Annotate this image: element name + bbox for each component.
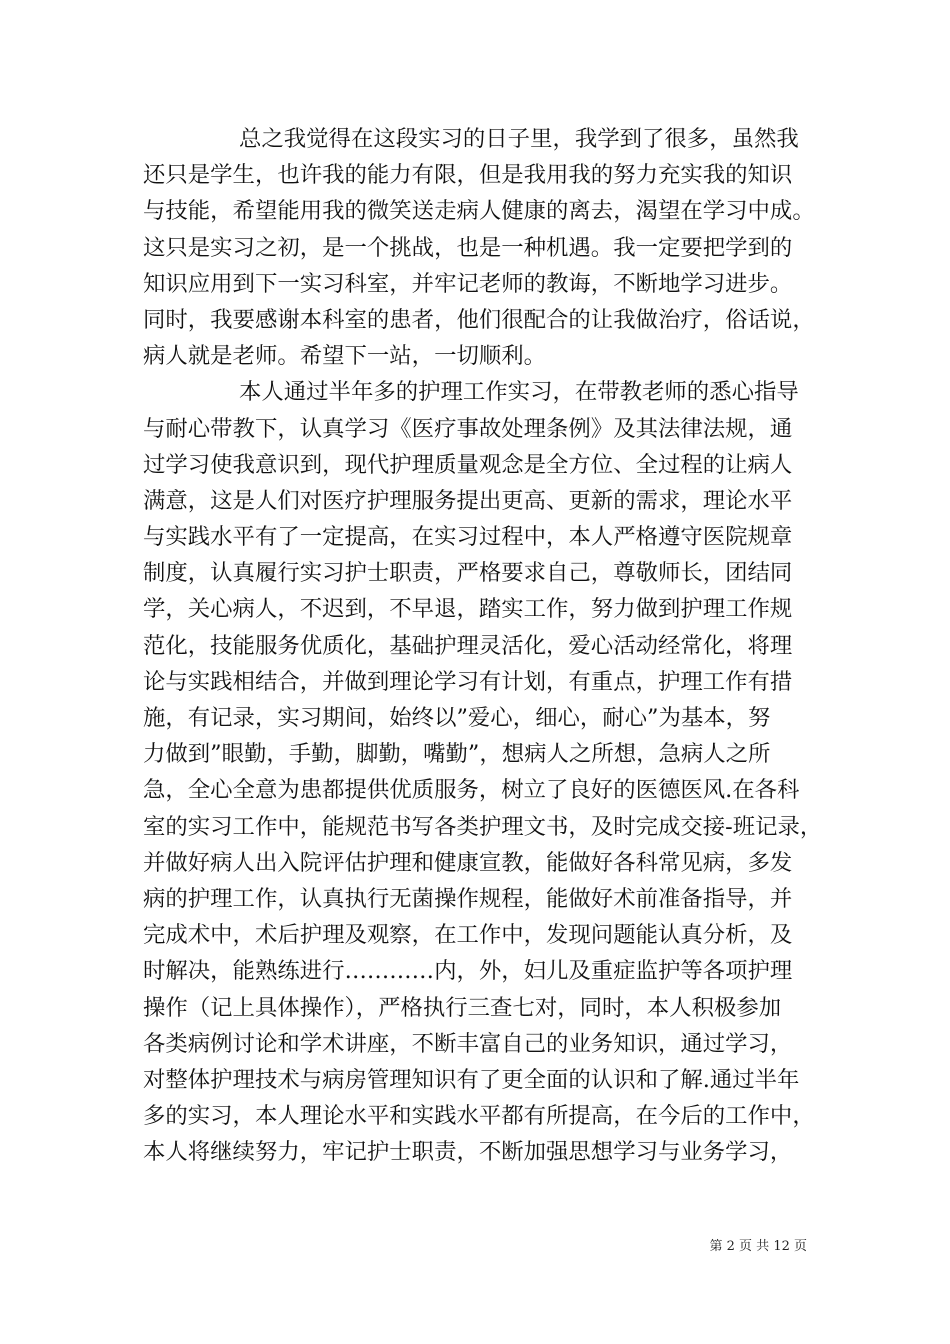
paragraph-line: 病的护理工作，认真执行无菌操作规程，能做好术前准备指导，并 — [143, 885, 793, 912]
paragraph-line: 完成术中，术后护理及观察，在工作中，发现问题能认真分析，及 — [143, 922, 793, 949]
paragraph-line: 施，有记录，实习期间，始终以”爱心，细心，耐心”为基本，努 — [143, 705, 771, 731]
paragraph-line: 同时，我要感谢本科室的患者，他们很配合的让我做治疗，俗话说， — [143, 306, 815, 333]
paragraph-line: 时解决，能熟练进行…………内，外，妇儿及重症监护等各项护理 — [143, 958, 793, 985]
paragraph-line: 与耐心带教下，认真学习《医疗事故处理条例》及其法律法规，通 — [143, 415, 793, 442]
paragraph-line: 室的实习工作中，能规范书写各类护理文书，及时完成交接-班记录， — [143, 813, 823, 840]
paragraph-line: 满意，这是人们对医疗护理服务提出更高、更新的需求，理论水平 — [143, 487, 793, 514]
paragraph-line: 并做好病人出入院评估护理和健康宣教，能做好各科常见病，多发 — [143, 849, 793, 876]
paragraph-line: 与技能，希望能用我的微笑送走病人健康的离去，渴望在学习中成。 — [143, 198, 815, 225]
paragraph-line: 各类病例讨论和学术讲座，不断丰富自己的业务知识，通过学习， — [143, 1030, 793, 1057]
paragraph-line: 学，关心病人，不迟到，不早退，踏实工作，努力做到护理工作规 — [143, 596, 793, 623]
paragraph-line: 论与实践相结合，并做到理论学习有计划，有重点，护理工作有措 — [143, 668, 793, 695]
document-body — [143, 121, 823, 1170]
paragraph-line: 对整体护理技术与病房管理知识有了更全面的认识和了解.通过半年 — [143, 1066, 800, 1093]
paragraph-line: 知识应用到下一实习科室，并牢记老师的教诲，不断地学习进步。 — [143, 270, 793, 297]
paragraph-2 — [143, 374, 823, 1170]
page-number-footer: 第 2 页 共 12 页 — [709, 1239, 807, 1254]
paragraph-line: 多的实习，本人理论水平和实践水平都有所提高，在今后的工作中， — [143, 1103, 815, 1130]
paragraph-line: 操作（记上具体操作），严格执行三查七对，同时，本人积极参加 — [143, 994, 782, 1021]
paragraph-line: 急，全心全意为患都提供优质服务，树立了良好的医德医风.在各科 — [143, 777, 800, 804]
paragraph-line: 本人通过半年多的护理工作实习，在带教老师的悉心指导 — [239, 379, 799, 406]
paragraph-line: 范化，技能服务优质化，基础护理灵活化，爱心活动经常化，将理 — [143, 632, 793, 659]
paragraph-line: 还只是学生，也许我的能力有限，但是我用我的努力充实我的知识 — [143, 162, 793, 189]
paragraph-line: 本人将继续努力，牢记护士职责，不断加强思想学习与业务学习， — [143, 1139, 793, 1166]
paragraph-line: 制度，认真履行实习护士职责，严格要求自己，尊敬师长，团结同 — [143, 560, 793, 587]
paragraph-line: 力做到”眼勤，手勤，脚勤，嘴勤”，想病人之所想，急病人之所 — [143, 741, 771, 768]
paragraph-line: 与实践水平有了一定提高，在实习过程中，本人严格遵守医院规章 — [143, 524, 793, 551]
paragraph-line: 过学习使我意识到，现代护理质量观念是全方位、全过程的让病人 — [143, 451, 793, 478]
paragraph-line: 病人就是老师。希望下一站，一切顺利。 — [143, 343, 547, 370]
paragraph-line: 总之我觉得在这段实习的日子里，我学到了很多，虽然我 — [239, 126, 799, 152]
paragraph-1 — [143, 121, 823, 374]
paragraph-line: 这只是实习之初，是一个挑战，也是一种机遇。我一定要把学到的 — [143, 234, 793, 261]
